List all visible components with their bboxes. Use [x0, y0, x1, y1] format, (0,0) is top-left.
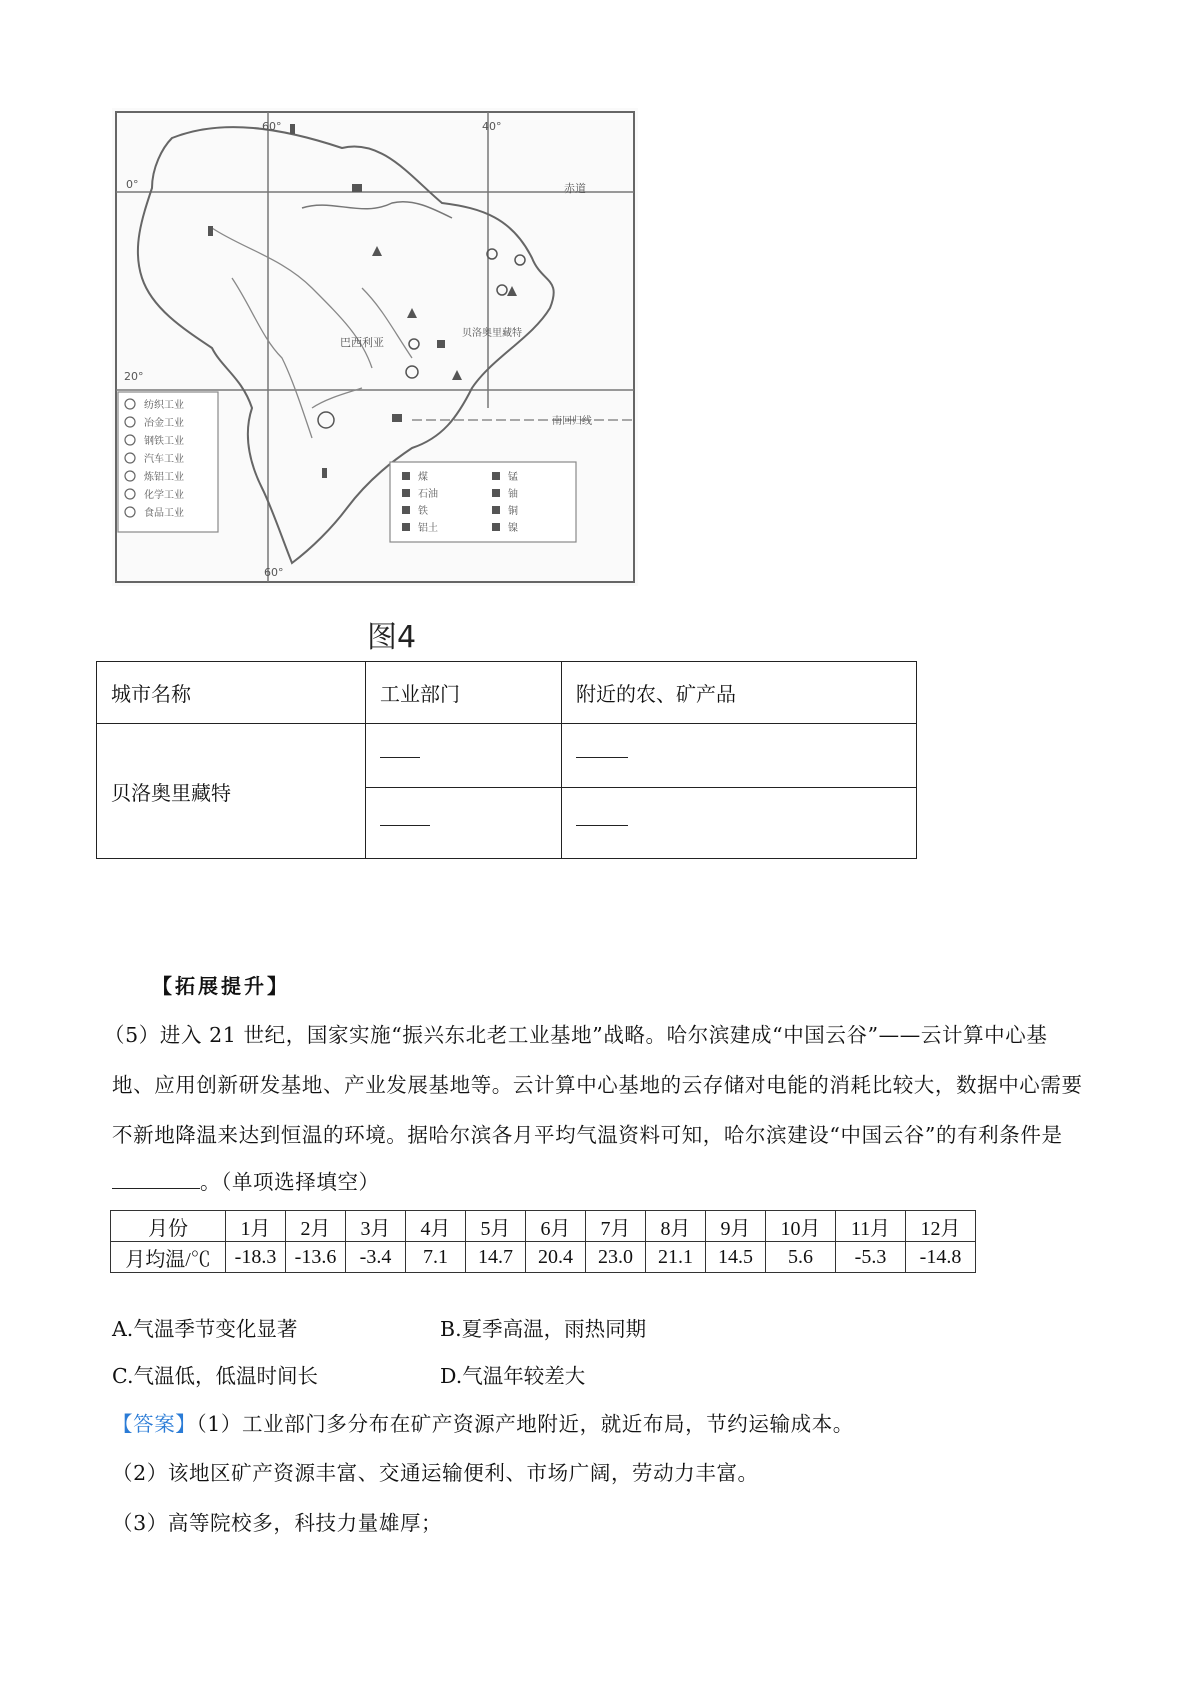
month-cell: 5月 [466, 1211, 526, 1242]
lat-0-label: 0° [126, 178, 139, 191]
resource-legend-icon [402, 472, 410, 480]
temperature-cell: -13.6 [286, 1242, 346, 1273]
resource-legend-label: 煤 [418, 472, 428, 483]
temperature-cell: -5.3 [836, 1242, 906, 1273]
answer-tag: 【答案】 [112, 1412, 197, 1436]
industry-legend-label: 纺织工业 [144, 400, 184, 411]
answer-line-1 [112, 1407, 854, 1437]
industry-legend-label: 食品工业 [144, 508, 184, 519]
industry-legend-label: 炼铝工业 [144, 472, 184, 483]
resource-legend-label: 铝土 [418, 523, 438, 534]
brazil-industry-map [112, 108, 638, 586]
resource-legend-label: 镍 [508, 523, 518, 534]
resource-legend-label: 石油 [418, 489, 438, 500]
belo-horizonte-label: 贝洛奥里藏特 [462, 328, 522, 339]
month-cell: 12月 [906, 1211, 976, 1242]
resource-legend-icon [492, 472, 500, 480]
row-label-month: 月份 [111, 1211, 226, 1242]
option-c: C.气温低，低温时间长 [112, 1364, 318, 1388]
figure-caption: 图4 [367, 620, 417, 655]
city-industry-table [96, 661, 917, 859]
temperature-cell: 21.1 [646, 1242, 706, 1273]
resource-legend-label: 铜 [508, 506, 518, 517]
month-cell: 4月 [406, 1211, 466, 1242]
table-header-industry: 工业部门 [366, 662, 562, 724]
industry-legend-label: 冶金工业 [144, 418, 184, 429]
equator-label: 赤道 [564, 182, 586, 195]
answer-blank [112, 1170, 200, 1189]
month-cell: 7月 [586, 1211, 646, 1242]
month-cell: 3月 [346, 1211, 406, 1242]
month-cell: 8月 [646, 1211, 706, 1242]
section-heading: 【拓展提升】 [152, 974, 290, 998]
table-header-products: 附近的农、矿产品 [562, 662, 917, 724]
industry-legend-label: 汽车工业 [144, 454, 184, 465]
answer-line-2: （2）该地区矿产资源丰富、交通运输便利、市场广阔，劳动力丰富。 [112, 1461, 759, 1485]
lon-60-south-label: 60° [264, 566, 284, 579]
option-d: D.气温年较差大 [440, 1364, 586, 1388]
question-suffix: 。（单项选择填空） [200, 1170, 380, 1194]
tropic-label: 南回归线 [552, 416, 592, 427]
temperature-cell: 20.4 [526, 1242, 586, 1273]
blank-products-2 [562, 788, 917, 859]
blank-industry-1 [366, 724, 562, 788]
answer-line-3: （3）高等院校多，科技力量雄厚； [112, 1511, 443, 1535]
answer-text-1: （1）工业部门多分布在矿产资源产地附近，就近布局，节约运输成本。 [196, 1412, 854, 1436]
question-line-3: 不新地降温来达到恒温的环境。据哈尔滨各月平均气温资料可知，哈尔滨建设“中国云谷”的有利条件是 [112, 1123, 1063, 1147]
month-cell: 9月 [706, 1211, 766, 1242]
temperature-cell: -14.8 [906, 1242, 976, 1273]
temperature-cell: 14.7 [466, 1242, 526, 1273]
month-cell: 10月 [766, 1211, 836, 1242]
brasilia-label: 巴西利亚 [340, 336, 384, 349]
industry-legend-label: 化学工业 [144, 490, 184, 501]
lon-60-label: 60° [262, 120, 282, 133]
month-cell: 1月 [226, 1211, 286, 1242]
question-line-1: （5）进入 21 世纪，国家实施“振兴东北老工业基地”战略。哈尔滨建成“中国云谷”——云计算中心基 [104, 1023, 1048, 1047]
temperature-cell: 23.0 [586, 1242, 646, 1273]
resource-legend-icon [402, 489, 410, 497]
resource-legend-label: 铀 [508, 489, 518, 500]
blank-products-1 [562, 724, 917, 788]
month-cell: 2月 [286, 1211, 346, 1242]
resource-legend-label: 铁 [418, 506, 428, 517]
temperature-cell: 14.5 [706, 1242, 766, 1273]
temperature-cell: 7.1 [406, 1242, 466, 1273]
table-city-name: 贝洛奥里藏特 [97, 724, 366, 859]
temperature-cell: 5.6 [766, 1242, 836, 1273]
question-line-4 [112, 1165, 380, 1195]
resource-legend-icon [402, 523, 410, 531]
lon-40-label: 40° [482, 120, 502, 133]
temperature-cell: -18.3 [226, 1242, 286, 1273]
month-cell: 11月 [836, 1211, 906, 1242]
blank-industry-2 [366, 788, 562, 859]
option-b: B.夏季高温，雨热同期 [440, 1317, 647, 1341]
lat-20-label: 20° [124, 370, 144, 383]
resource-legend-icon [492, 489, 500, 497]
question-line-2: 地、应用创新研发基地、产业发展基地等。云计算中心基地的云存储对电能的消耗比较大，数据中心需要 [112, 1073, 1083, 1097]
resource-legend-label: 锰 [508, 472, 518, 483]
table-header-city: 城市名称 [97, 662, 366, 724]
resource-legend-icon [492, 523, 500, 531]
option-a: A.气温季节变化显著 [112, 1317, 298, 1341]
row-label-temp: 月均温/℃ [111, 1242, 226, 1273]
resource-legend-icon [402, 506, 410, 514]
harbin-temperature-table [110, 1210, 976, 1273]
temperature-cell: -3.4 [346, 1242, 406, 1273]
month-cell: 6月 [526, 1211, 586, 1242]
industry-legend-label: 钢铁工业 [144, 436, 184, 447]
resource-legend-icon [492, 506, 500, 514]
